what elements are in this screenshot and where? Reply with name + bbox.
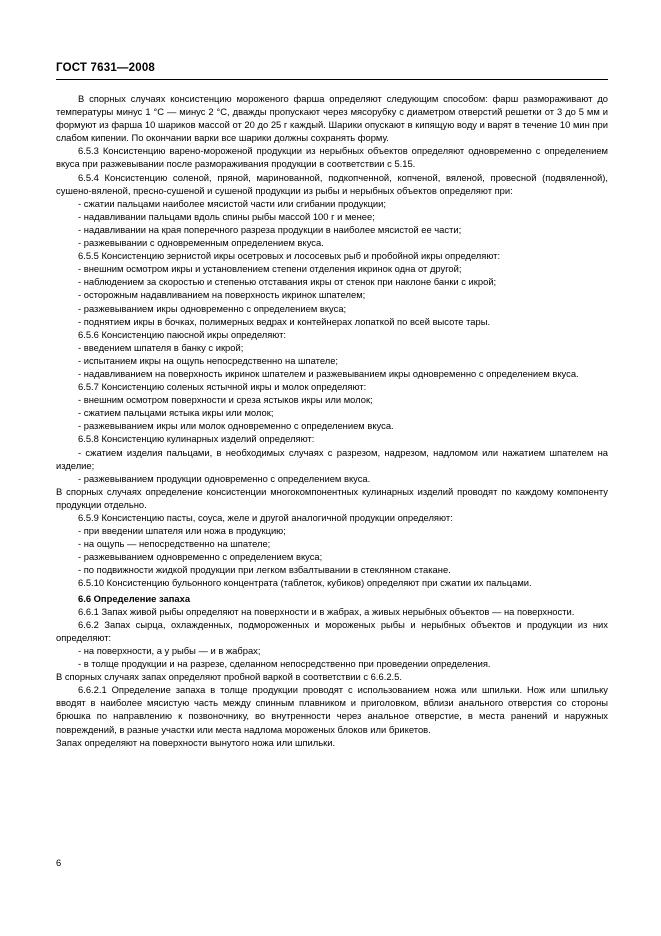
paragraph-6-5-9: 6.5.9 Консистенцию пасты, соуса, желе и другой аналогичной продукции определяют: (78, 512, 453, 523)
list-item: - сжатием изделия пальцами, в необходимых случаях с разрезом, надрезом, надломом или нажатием шпателем на изделие; (56, 446, 608, 471)
paragraph: Запах определяют на поверхности вынутого ножа или шпильки. (56, 736, 336, 748)
list-item: - разжевыванием икры одновременно с определением вкуса; (78, 302, 347, 314)
list-item: - испытанием икры на ощупь непосредственно на шпателе; (78, 354, 339, 366)
paragraph: В спорных случаях определение консистенции многокомпонентных кулинарных изделий проводят по каждому компоненту продукции отдельно. (56, 485, 608, 510)
header-divider (56, 79, 608, 80)
paragraph-6-5-5: 6.5.5 Консистенцию зернистой икры осетровых и лососевых рыб и пробойной икры определяют: (78, 250, 501, 262)
list-item: - внешним осмотром икры и установлением степени отделения икринок одна от другой; (78, 263, 462, 275)
list-item: - на ощупь — непосредственно на шпателе; (78, 538, 271, 550)
page-number: 6 (56, 857, 62, 868)
list-item: - на поверхности, а у рыбы — и в жабрах; (78, 644, 261, 656)
paragraph-6-5-4: 6.5.4 Консистенцию соленой, пряной, маринованной, подкопченной, копченой, вяленой, провесной (подвяленной), сушено-вяленой, пресно-сушеной и сушеной продукции из рыбы и нерыбных объектов определяют при: (56, 171, 608, 196)
list-item: - осторожным надавливанием на поверхность икринок шпателем; (78, 289, 366, 301)
list-item: - введением шпателя в банку с икрой; (78, 341, 244, 353)
list-item: - надавливании на края поперечного разреза продукции в наиболее мясистой ее части; (78, 223, 462, 235)
paragraph-6-6-2: 6.6.2 Запах сырца, охлажденных, подмороженных и мороженых рыбы и нерыбных объектов и продукции из них определяют: (56, 618, 608, 643)
list-item: - надавливании пальцами вдоль спины рыбы массой 100 г и менее; (78, 210, 375, 222)
paragraph-6-5-3: 6.5.3 Консистенцию варено-мороженой продукции из нерыбных объектов определяют одновременно с определением вкуса при разжевывании после размораживания продукции в соответствии с 5.15. (56, 145, 608, 170)
list-item: - разжевыванием продукции одновременно с определением вкуса. (78, 472, 371, 484)
paragraph: В спорных случаях консистенцию мороженого фарша определяют следующим способом: фарш размораживают до температуры минус 1 °С — минус 2 °С, дважды пропускают через мясорубку с диаметром отверстий решетки от 3 до 5 мм и формуют из фарша 10 шариков массой от 20 до 25 г каждый. Шарики опускают в кипящую воду и варят в течение 10 мин при слабом кипении. По окончании варки все шарики должны сохранять форму. (56, 93, 608, 144)
document-body (56, 92, 608, 749)
standard-header: ГОСТ 7631—2008 (56, 62, 156, 74)
paragraph-6-5-8: 6.5.8 Консистенцию кулинарных изделий определяют: (78, 433, 315, 445)
paragraph-6-6-1: 6.6.1 Запах живой рыбы определяют на поверхности и в жабрах, а живых нерыбных объектов — на поверхности. (78, 605, 575, 617)
paragraph-6-6-2-1: 6.6.2.1 Определение запаха в толще продукции проводят с использованием ножа или шпильки. Нож или шпильку вводят в наиболее мясистую часть между спинным плавником и приголовком, вблизи анального отверстия со стороны брюшка по направлению к позвоночнику, во внутренности через анальное отверстие, в места ранений и наружных повреждений, в разные участки или места надлома мороженых блоков или брикетов. (56, 684, 608, 735)
list-item: - наблюдением за скоростью и степенью отставания икры от стенок при наклоне банки с икрой; (78, 276, 497, 288)
list-item: - разжевывании с одновременным определением вкуса. (78, 237, 324, 249)
list-item: - надавливанием на поверхность икринок шпателем и разжевыванием икры одновременно с определением вкуса. (78, 367, 579, 379)
list-item: - поднятием икры в бочках, полимерных ведрах и контейнерах лопаткой по всей высоте тары. (78, 315, 491, 327)
paragraph-6-5-7: 6.5.7 Консистенцию соленых ястычной икры и молок определяют: (78, 381, 367, 393)
list-item: - сжатием пальцами ястыка икры или молок; (78, 407, 274, 419)
list-item: - сжатии пальцами наиболее мясистой части или сгибании продукции; (78, 197, 387, 209)
paragraph: В спорных случаях запах определяют пробной варкой в соответствии с 6.6.2.5. (56, 671, 402, 683)
list-item: - внешним осмотром поверхности и среза ястыков икры или молок; (78, 394, 373, 406)
paragraph-6-5-6: 6.5.6 Консистенцию паюсной икры определяют: (78, 328, 287, 340)
paragraph-6-5-10: 6.5.10 Консистенцию бульонного концентрата (таблеток, кубиков) определяют при сжатии их пальцами. (78, 577, 532, 589)
list-item: - по подвижности жидкой продукции при легком взбалтывании в стеклянном стакане. (78, 564, 451, 576)
list-item: - при введении шпателя или ножа в продукцию; (78, 525, 286, 537)
list-item: - разжевыванием одновременно с определением вкуса; (78, 551, 323, 563)
list-item: - разжевыванием икры или молок одновременно с определением вкуса. (78, 420, 394, 432)
list-item: - в толще продукции и на разрезе, сделанном непосредственно при проведении определения. (78, 658, 491, 670)
section-heading-6-6: 6.6 Определение запаха (78, 592, 191, 604)
